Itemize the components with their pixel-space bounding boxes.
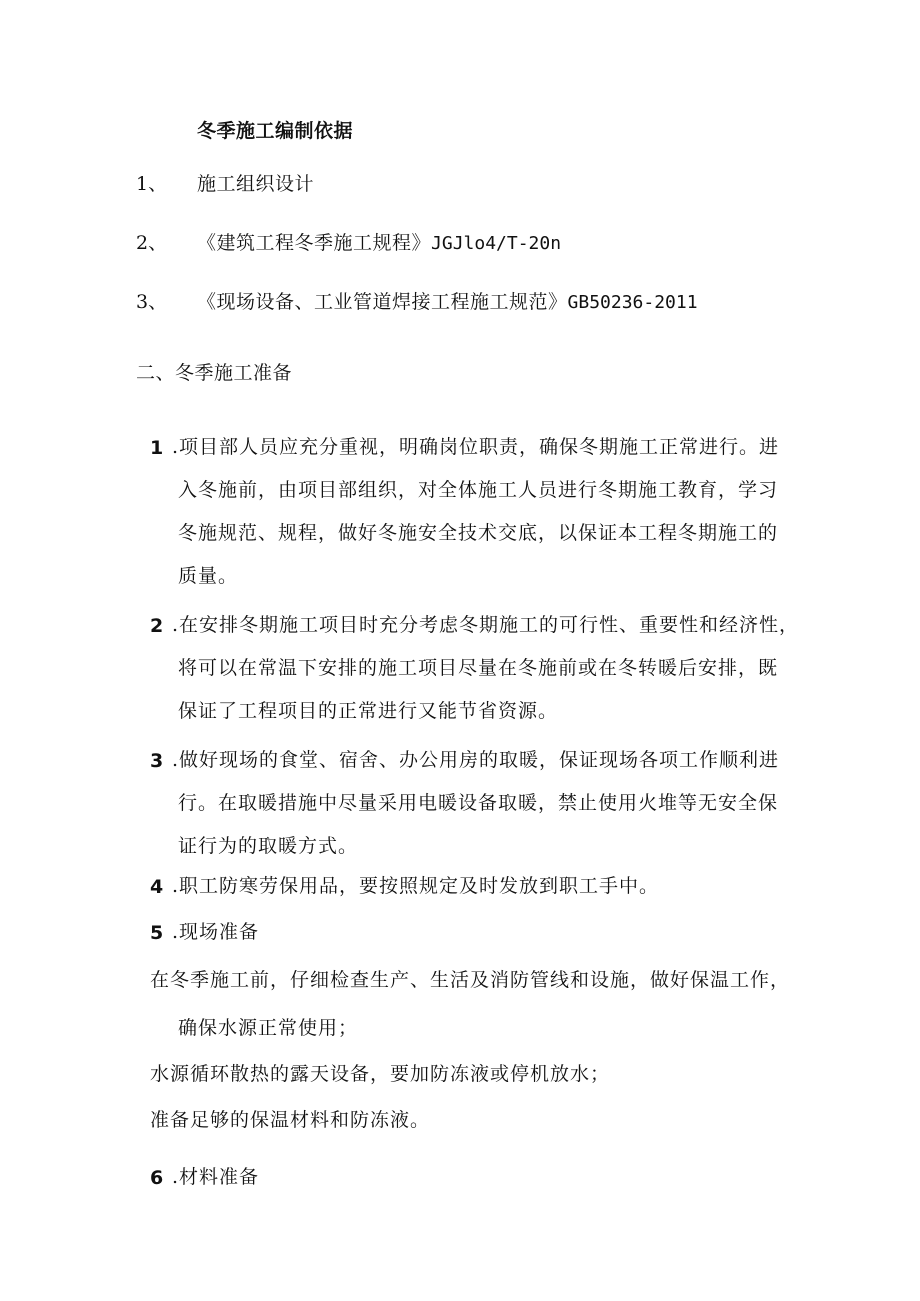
basis-number-1: 1、 xyxy=(136,173,168,195)
item-1-line-3: 冬施规范、规程，做好冬施安全技术交底，以保证本工程冬期施工的 xyxy=(178,522,779,544)
item-3-line-3: 证行为的取暖方式。 xyxy=(178,835,359,857)
basis-item-2-text: 《建筑工程冬季施工规程》 xyxy=(197,232,432,254)
item-1-line-1: .项目部人员应充分重视，明确岗位职责，确保冬期施工正常进行。进 xyxy=(172,436,780,458)
basis-item-3-code: GB50236-2011 xyxy=(567,292,698,313)
item-number-2: 2 xyxy=(150,615,164,637)
basis-item-3 xyxy=(197,290,698,315)
item-paragraph-3 xyxy=(172,739,779,868)
item-2-line-3: 保证了工程项目的正常进行又能节省资源。 xyxy=(178,700,559,722)
site-prep-line-2: 确保水源正常使用； xyxy=(178,1017,359,1039)
item-3-line-2: 行。在取暖措施中尽量采用电暖设备取暖，禁止使用火堆等无安全保 xyxy=(178,792,779,814)
item-2-line-1: .在安排冬期施工项目时充分考虑冬期施工的可行性、重要性和经济性， xyxy=(172,614,800,636)
item-paragraph-2 xyxy=(172,604,799,733)
site-prep-line-3: 水源循环散热的露天设备，要加防冻液或停机放水； xyxy=(150,1063,611,1085)
site-prep-line-1: 在冬季施工前，仔细检查生产、生活及消防管线和设施，做好保温工作， xyxy=(150,969,791,991)
document-title: 冬季施工编制依据 xyxy=(197,120,354,142)
item-5-line-1: .现场准备 xyxy=(172,921,260,943)
site-prep-line-4: 准备足够的保温材料和防冻液。 xyxy=(150,1109,431,1131)
item-2-line-2: 将可以在常温下安排的施工项目尽量在冬施前或在冬转暖后安排，既 xyxy=(178,657,779,679)
item-3-line-1: .做好现场的食堂、宿舍、办公用房的取暖，保证现场各项工作顺利进 xyxy=(172,749,780,771)
item-paragraph-4 xyxy=(172,865,659,908)
item-number-1: 1 xyxy=(150,437,164,459)
item-paragraph-6: .材料准备 xyxy=(172,1166,260,1188)
basis-item-1: 施工组织设计 xyxy=(197,173,315,195)
item-number-6: 6 xyxy=(150,1167,164,1189)
basis-number-3: 3、 xyxy=(136,291,168,313)
basis-number-2: 2、 xyxy=(136,232,168,254)
item-1-line-2: 入冬施前，由项目部组织，对全体施工人员进行冬期施工教育，学习 xyxy=(178,479,779,501)
item-number-3: 3 xyxy=(150,750,164,772)
item-1-line-4: 质量。 xyxy=(178,565,239,587)
item-number-4: 4 xyxy=(150,876,164,898)
basis-item-2 xyxy=(197,231,561,256)
basis-item-3-text: 《现场设备、工业管道焊接工程施工规范》 xyxy=(197,291,568,313)
item-paragraph-1 xyxy=(172,426,779,598)
item-number-5: 5 xyxy=(150,922,164,944)
section-heading: 二、冬季施工准备 xyxy=(136,362,293,384)
item-paragraph-5 xyxy=(172,911,259,954)
basis-item-2-code: JGJlo4/T-20n xyxy=(431,233,562,254)
item-4-line-1: .职工防寒劳保用品，要按照规定及时发放到职工手中。 xyxy=(172,875,660,897)
